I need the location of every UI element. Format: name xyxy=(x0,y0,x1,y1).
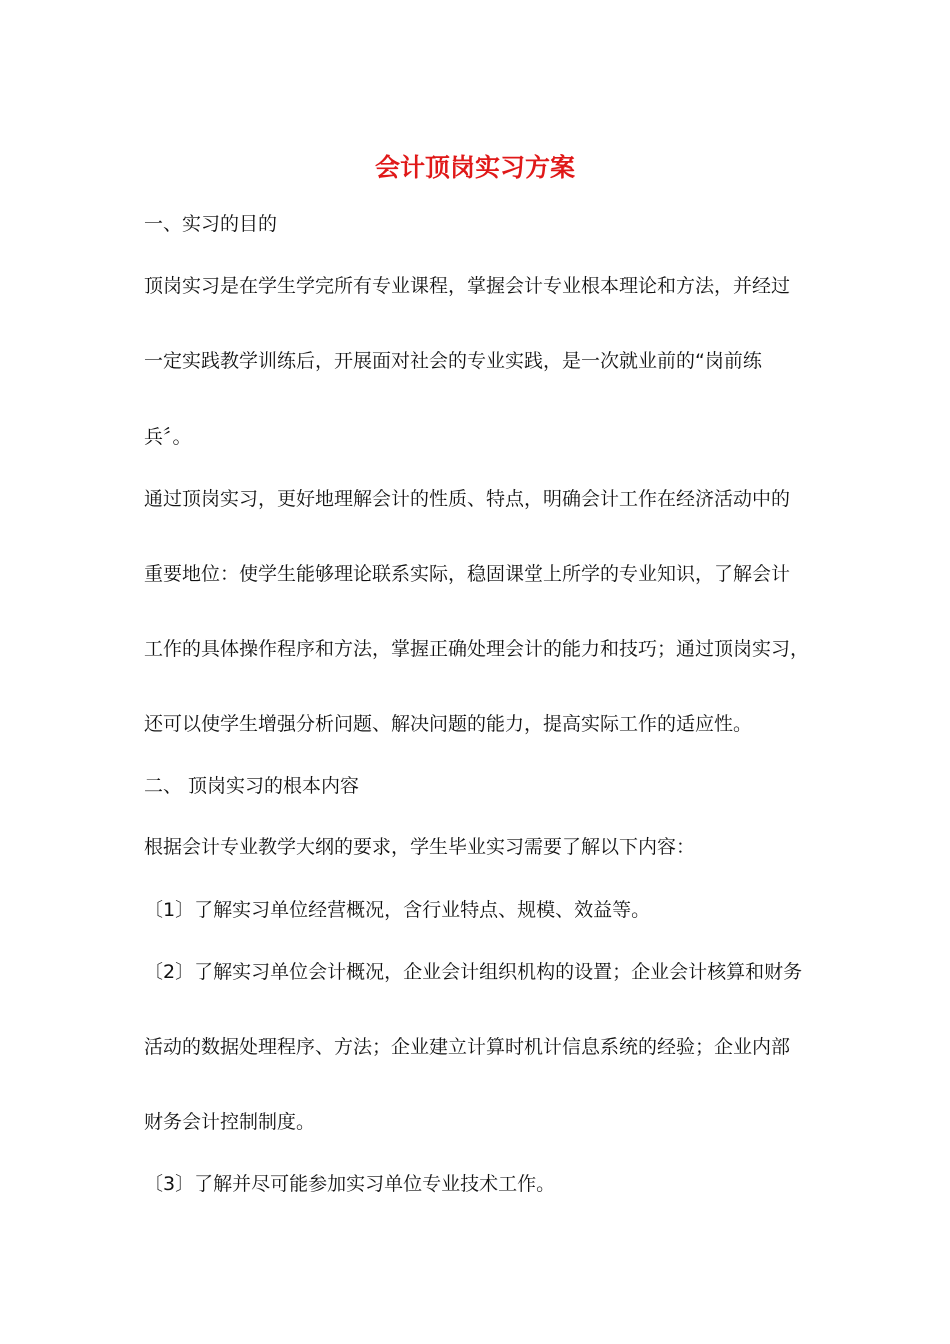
paragraph-line: 财务会计控制制度。 xyxy=(144,1111,316,1133)
paragraph-line: 一定实践教学训练后，开展面对社会的专业实践，是一次就业前的“岗前练 xyxy=(144,350,762,372)
paragraph-line: 重要地位：使学生能够理论联系实际，稳固课堂上所学的专业知识，了解会计 xyxy=(144,563,791,585)
section-heading-purpose: 一、实习的目的 xyxy=(144,213,278,235)
paragraph-line: 工作的具体操作程序和方法，掌握正确处理会计的能力和技巧；通过顶岗实习， xyxy=(144,638,810,660)
paragraph-line: 活动的数据处理程序、方法；企业建立计算时机计信息系统的经验；企业内部 xyxy=(144,1036,791,1058)
paragraph-line: 通过顶岗实习，更好地理解会计的性质、特点，明确会计工作在经济活动中的 xyxy=(144,488,791,510)
list-item: 〔2〕了解实习单位会计概况，企业会计组织机构的设置；企业会计核算和财务 xyxy=(144,961,803,983)
list-item: 〔1〕了解实习单位经营概况，含行业特点、规模、效益等。 xyxy=(144,899,651,921)
section-heading-content: 二、 顶岗实习的根本内容 xyxy=(144,775,360,797)
list-item: 〔3〕了解并尽可能参加实习单位专业技术工作。 xyxy=(144,1173,556,1195)
paragraph-line: 还可以使学生增强分析问题、解决问题的能力，提高实际工作的适应性。 xyxy=(144,713,753,735)
paragraph-line: 兵〞。 xyxy=(144,426,192,448)
document-title: 会计顶岗实习方案 xyxy=(374,153,575,182)
paragraph-line: 顶岗实习是在学生学完所有专业课程，掌握会计专业根本理论和方法，并经过 xyxy=(144,275,791,297)
paragraph-line: 根据会计专业教学大纲的要求，学生毕业实习需要了解以下内容： xyxy=(144,836,696,858)
